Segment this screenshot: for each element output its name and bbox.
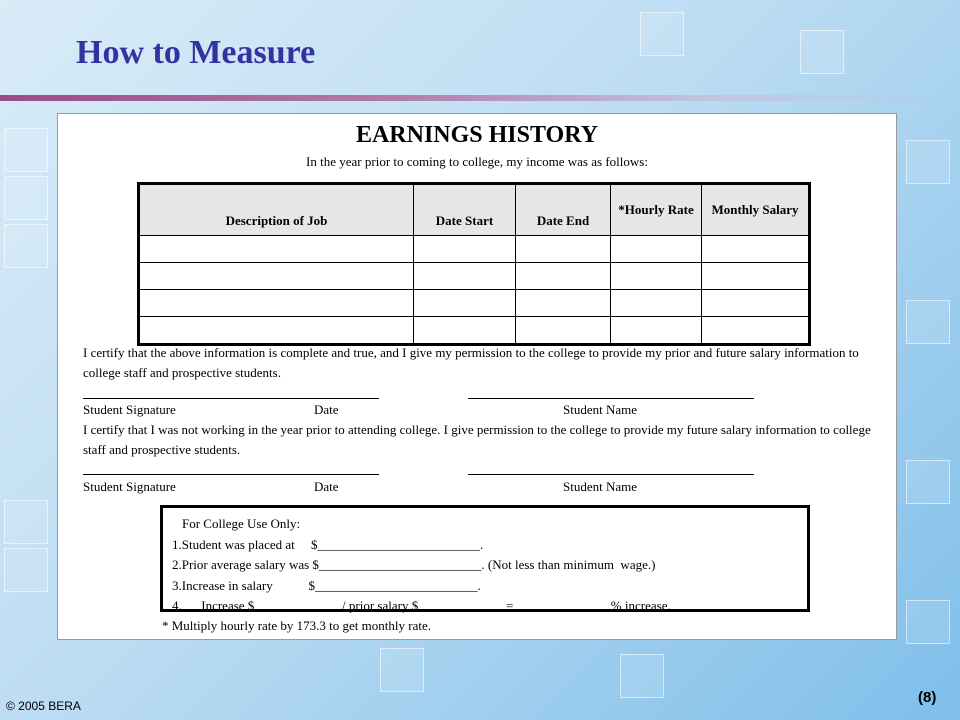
background-square — [380, 648, 424, 692]
table-cell[interactable] — [414, 263, 516, 290]
background-square — [906, 300, 950, 344]
background-square — [4, 500, 48, 544]
table-cell[interactable] — [414, 290, 516, 317]
table-cell[interactable] — [414, 236, 516, 263]
table-cell[interactable] — [611, 236, 702, 263]
table-cell[interactable] — [516, 263, 611, 290]
table-cell[interactable] — [414, 317, 516, 345]
table-header-row — [139, 184, 810, 236]
table-cell[interactable] — [702, 263, 810, 290]
name-line[interactable] — [468, 474, 754, 475]
table-row — [139, 236, 810, 263]
table-row — [139, 290, 810, 317]
earnings-history-form — [57, 113, 897, 640]
slide-title: How to Measure — [76, 34, 316, 71]
page-number: (8) — [918, 689, 937, 706]
student-name-label: Student Name — [563, 479, 638, 494]
table-cell[interactable] — [139, 290, 414, 317]
table-cell[interactable] — [611, 263, 702, 290]
date-label: Date — [314, 402, 339, 417]
column-header: Description of Job — [139, 184, 414, 236]
background-square — [800, 30, 844, 74]
prior-salary-line: 2.Prior average salary was $_________________________. (Not less than minimum wage.) — [172, 557, 656, 572]
column-header: Date End — [516, 184, 611, 236]
background-square — [906, 600, 950, 644]
table-cell[interactable] — [516, 236, 611, 263]
form-title: EARNINGS HISTORY — [355, 122, 599, 148]
column-header: *Hourly Rate — [611, 184, 702, 236]
table-cell[interactable] — [702, 236, 810, 263]
background-square — [906, 140, 950, 184]
table-cell[interactable] — [516, 317, 611, 345]
signature-line[interactable] — [83, 398, 379, 399]
student-signature-label: Student Signature — [83, 479, 176, 494]
table-cell[interactable] — [611, 290, 702, 317]
table-cell[interactable] — [702, 290, 810, 317]
background-square — [906, 460, 950, 504]
background-square — [640, 12, 684, 56]
earnings-table — [137, 182, 811, 346]
table-cell[interactable] — [139, 317, 414, 345]
certify-not-working-text: I certify that I was not working in the year prior to attending college. I give permission to the college to provide my future salary information to college staff and prospective students. — [83, 422, 871, 457]
column-header: Date Start — [414, 184, 516, 236]
background-square — [4, 224, 48, 268]
background-square — [4, 128, 48, 172]
column-header: Monthly Salary — [702, 184, 810, 236]
certify-working-text: I certify that the above information is complete and true, and I give my permission to the college to provide my prior and future salary information to college staff and prospective students. — [83, 345, 859, 380]
copyright-text: © 2005 BERA — [6, 699, 81, 713]
placed-salary-line: 1.Student was placed at $_________________________. — [172, 536, 484, 552]
table-row — [139, 263, 810, 290]
college-use-box — [160, 505, 810, 612]
table-cell[interactable] — [702, 317, 810, 345]
background-square — [4, 548, 48, 592]
table-cell[interactable] — [139, 236, 414, 263]
signature-line[interactable] — [83, 474, 379, 475]
background-square — [620, 654, 664, 698]
student-name-label: Student Name — [563, 402, 638, 417]
table-row — [139, 317, 810, 345]
increase-salary-line: 3.Increase in salary $_________________________. — [172, 577, 481, 593]
table-cell[interactable] — [516, 290, 611, 317]
college-use-heading: For College Use Only: — [182, 516, 301, 531]
footnote: * Multiply hourly rate by 173.3 to get monthly rate. — [162, 618, 431, 633]
table-cell[interactable] — [139, 263, 414, 290]
student-signature-label: Student Signature — [83, 402, 176, 417]
background-square — [4, 176, 48, 220]
date-label: Date — [314, 479, 339, 494]
title-underline-bar — [0, 95, 960, 101]
name-line[interactable] — [468, 398, 754, 399]
form-subtitle: In the year prior to coming to college, my income was as follows: — [306, 154, 648, 169]
table-cell[interactable] — [611, 317, 702, 345]
percent-increase-line: 4. Increase $_____________ / prior salary $_____________ = ______________ % increase. — [172, 598, 671, 613]
